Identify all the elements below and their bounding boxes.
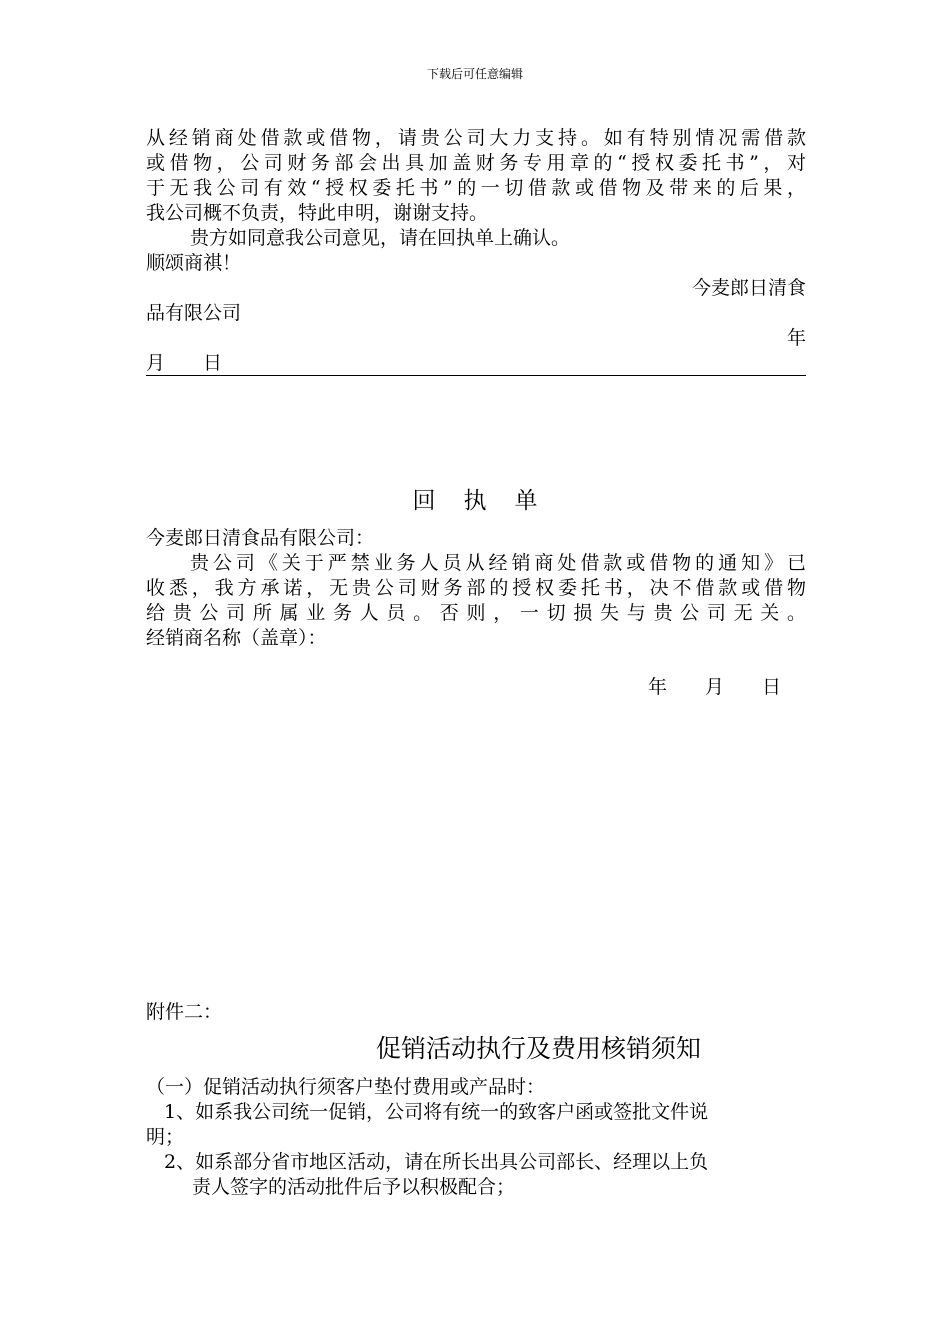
attachment-item-1: 1、如系我公司统一促销，公司将有统一的致客户函或签批文件说 [164, 1101, 709, 1123]
letter-confirm: 贵方如同意我公司意见，请在回执单上确认。 [190, 227, 571, 249]
receipt-addressee: 今麦郎日清食品有限公司： [146, 527, 375, 549]
section-divider [146, 375, 806, 376]
receipt-dealer-label: 经销商名称（盖章）： [146, 627, 327, 649]
attachment-title: 促销活动执行及费用核销须知 [376, 1034, 702, 1063]
letter-signature: 今麦郎日清食 [691, 277, 806, 299]
letter-signature-cont: 品有限公司 [146, 302, 242, 324]
receipt-date: 年 月 日 [648, 676, 782, 698]
attachment-label: 附件二： [146, 1001, 223, 1023]
letter-line: 我公司概不负责，特此申明，谢谢支持。 [146, 202, 489, 224]
letter-date-month-day: 月 日 [146, 352, 223, 374]
receipt-line: 收悉，我方承诺，无贵公司财务部的授权委托书，决不借款或借物 [146, 577, 806, 599]
letter-date-year: 年 [786, 327, 806, 349]
receipt-body [146, 526, 806, 651]
letter-closing: 顺颂商祺！ [146, 252, 242, 274]
letter-body [146, 126, 806, 376]
attachment-item-2-cont: 责人签字的活动批件后予以积极配合； [192, 1176, 516, 1198]
receipt-title: 回执单 [412, 488, 566, 514]
attachment-section-heading: （一）促销活动执行须客户垫付费用或产品时： [146, 1076, 546, 1098]
attachment-item-2: 2、如系部分省市地区活动，请在所长出具公司部长、经理以上负 [164, 1151, 709, 1173]
letter-line: 或借物，公司财务部会出具加盖财务专用章的“授权委托书”，对 [146, 152, 806, 174]
attachment-body [146, 1075, 806, 1200]
page-header-note: 下载后可任意编辑 [426, 67, 523, 81]
receipt-line: 给贵公司所属业务人员。否则，一切损失与贵公司无关。 [146, 602, 806, 624]
receipt-line: 贵公司《关于严禁业务人员从经销商处借款或借物的通知》已 [190, 552, 806, 574]
letter-line: 于无我公司有效“授权委托书”的一切借款或借物及带来的后果， [146, 177, 806, 199]
letter-line: 从经销商处借款或借物，请贵公司大力支持。如有特别情况需借款 [146, 127, 806, 149]
attachment-item-1-cont: 明； [146, 1126, 185, 1148]
